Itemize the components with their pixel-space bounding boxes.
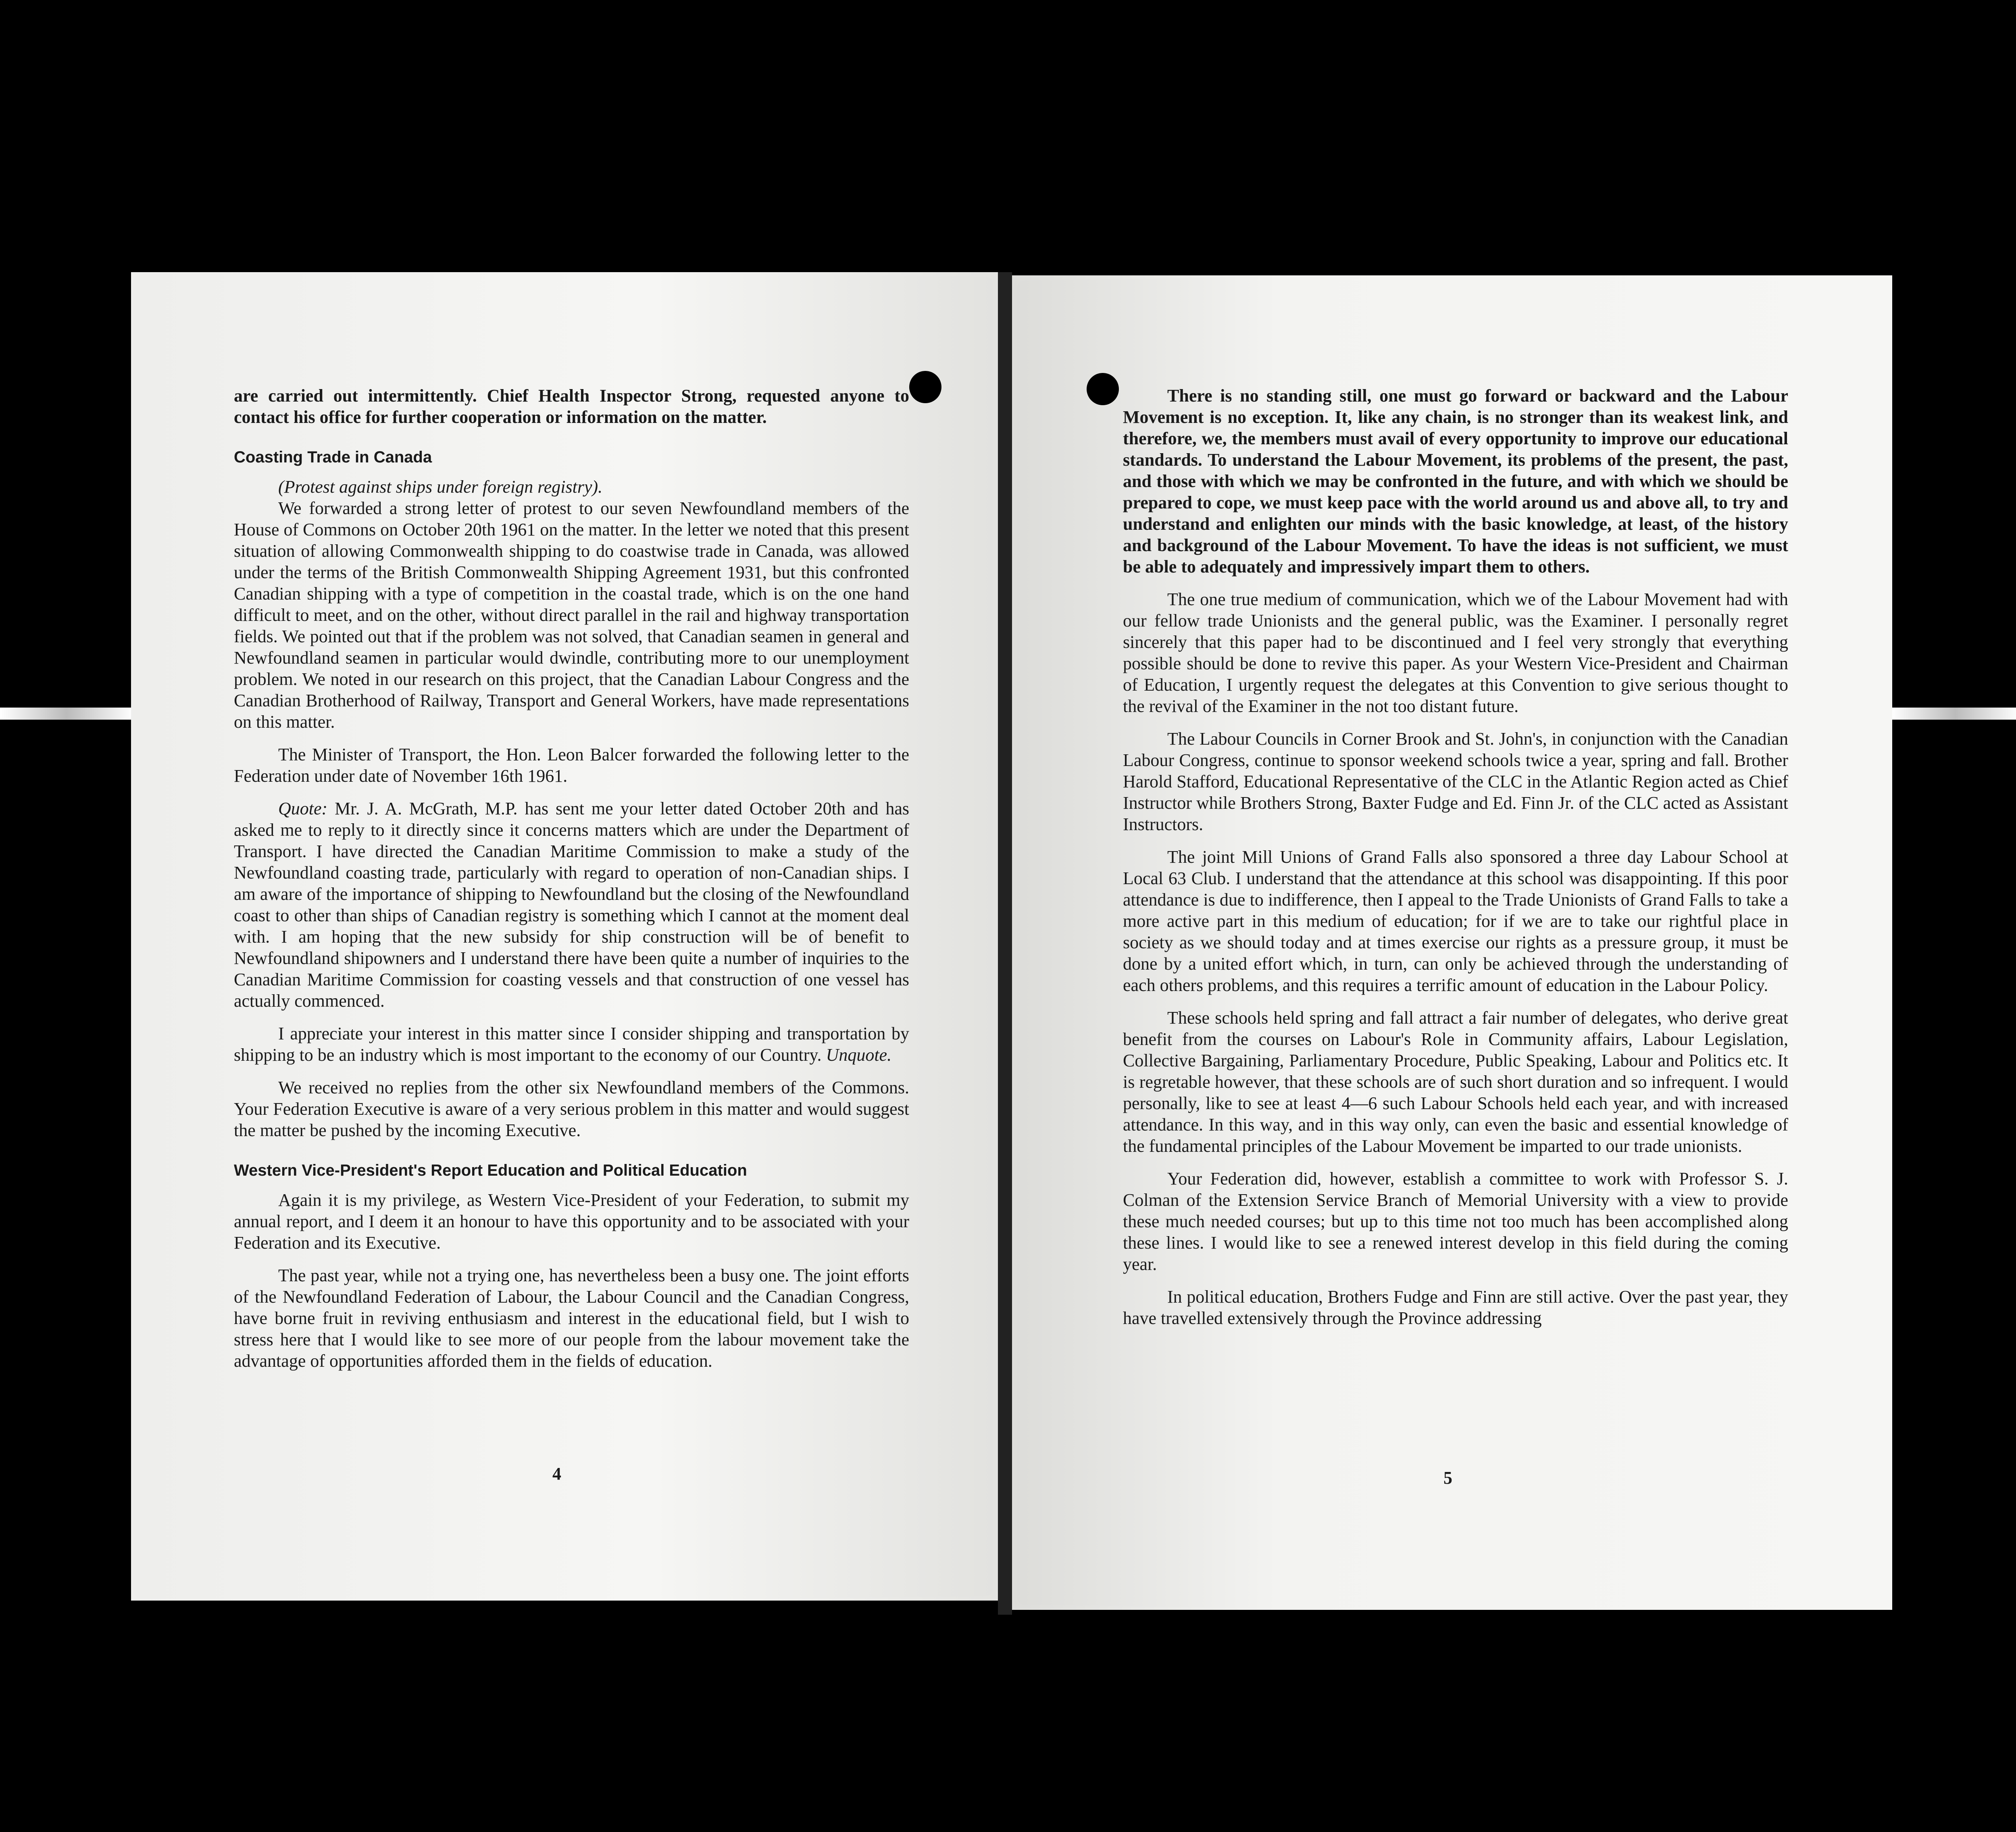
film-edge-leak-right (1891, 708, 2016, 720)
quote-lead: Quote: (278, 799, 328, 818)
punch-hole-right (1087, 373, 1119, 405)
section-heading-coasting-trade: Coasting Trade in Canada (234, 448, 432, 466)
unquote: Unquote. (821, 1045, 892, 1065)
right-page-text (1123, 385, 1788, 1340)
page-number-right: 5 (1443, 1468, 1452, 1488)
punch-hole-left (909, 371, 941, 403)
quote-paragraph (234, 798, 909, 1012)
paragraph: The past year, while not a trying one, has nevertheless been a busy one. The joint efforts of the Newfoundland Federation of Labour, the Labour Council and the Canadian Congress, have borne fruit in reviving enthusiasm and interest in the educational field, but I wish to stress here that I would like to see more of our people from the labour movement take the advantage of opportunities afforded them in the fields of education. (234, 1266, 909, 1371)
paragraph: The Labour Councils in Corner Brook and St. John's, in conjunction with the Canadian Labour Congress, continue to sponsor weekend schools twice a year, spring and fall. Brother Harold Stafford, Educational Representative of the CLC in the Atlantic Region acted as Chief Instructor while Brothers Strong, Baxter Fudge and Ed. Finn Jr. of the CLC acted as Assistant Instructors. (1123, 729, 1788, 834)
paragraph: The joint Mill Unions of Grand Falls also sponsored a three day Labour School at Local 63 Club. I understand that the attendance at this school was disappointing. If this poor attendance is due to indifference, then I appeal to the Trade Unionists of Grand Falls to take a more active part in this medium of education; for if we are to take our rightful place in society as we should today and at times exercise our rights as a pressure group, it must be done by a united effort which, in turn, can only be achieved through the understanding of each others problems, and this requires a terrific amount of education in the Labour Policy. (1123, 847, 1788, 995)
paragraph-text: I appreciate your interest in this matter since I consider shipping and transportation by shipping to be an industry which is most important to the economy of our Country. (234, 1024, 909, 1065)
section-subtitle: (Protest against ships under foreign registry). (278, 477, 603, 497)
paragraph: We forwarded a strong letter of protest to our seven Newfoundland members of the House of Commons on October 20th 1961 on the matter. In the letter we noted that this present situation of allowing Commonwealth shipping to do coastwise trade in Canada, was allowed under the terms of the British Commonwealth Shipping Agreement 1931, but this confronted Canadian shipping with a type of competition in the coastal trade, which is on the one hand difficult to meet, and on the other, without direct parallel in the rail and highway transportation fields. We pointed out that if the problem was not solved, that Canadian seamen in general and Newfoundland seamen in particular would dwindle, contributing more to our unemployment problem. We noted in our research on this project, that the Canadian Labour Congress and the Canadian Brotherhood of Railway, Transport and General Workers, have made representations on this matter. (234, 498, 909, 732)
paragraph: These schools held spring and fall attract a fair number of delegates, who derive great benefit from the courses on Labour's Role in Community affairs, Labour Legislation, Collective Bargaining, Parliamentary Procedure, Public Speaking, Labour and Politics etc. It is regretable however, that these schools are of such short duration and so infrequent. I would personally, like to see at least 4—6 such Labour Schools held each year, and with increased attendance. In this way, and in this way only, can even the basic and essential knowledge of the fundamental principles of the Labour Movement be imparted to our trade unionists. (1123, 1008, 1788, 1156)
intro-paragraph: are carried out intermittently. Chief Health Inspector Strong, requested anyone to contact his office for further cooperation or information on the matter. (234, 386, 909, 427)
paragraph: The Minister of Transport, the Hon. Leon Balcer forwarded the following letter to the Federation under date of November 16th 1961. (234, 745, 909, 786)
paragraph: Your Federation did, however, establish a committee to work with Professor S. J. Colman of the Extension Service Branch of Memorial University with a view to provide these much needed courses; but up to this time not too much has been accomplished along these lines. I would like to see a renewed interest develop in this field during the coming year. (1123, 1169, 1788, 1274)
film-edge-leak-left (0, 708, 133, 720)
page-gutter (998, 272, 1012, 1615)
paragraph: The one true medium of communication, which we of the Labour Movement had with our fellow trade Unionists and the general public, was the Examiner. I personally regret sincerely that this paper had to be discontinued and I feel very strongly that everything possible should be done to revive this paper. As your Western Vice-President and Chairman of Education, I urgently request the delegates at this Convention to give serious thought to the revival of the Examiner in the not too distant future. (1123, 589, 1788, 716)
quote-text: Mr. J. A. McGrath, M.P. has sent me your letter dated October 20th and has asked me to reply to it directly since it concerns matters which are under the Department of Transport. I have directed the Canadian Maritime Commission to make a study of the Newfoundland coasting trade, particularly with regard to operation of non-Canadian ships. I am aware of the importance of shipping to Newfoundland but the closing of the Newfoundland coast to other than ships of Canadian registry is something which I cannot at the moment deal with. I am hoping that the new subsidy for ship construction will be of benefit to Newfoundland shipowners and I understand there have been quite a number of inquiries to the Canadian Maritime Commission for coasting vessels and that construction of one vessel has actually commenced. (234, 799, 909, 1011)
section-heading-western-vp-report: Western Vice-President's Report Education and Political Education (234, 1162, 747, 1179)
paragraph: Again it is my privilege, as Western Vice-President of your Federation, to submit my annual report, and I deem it an honour to have this opportunity and to be associated with your Federation and its Executive. (234, 1190, 909, 1253)
paragraph: There is no standing still, one must go forward or backward and the Labour Movement is no exception. It, like any chain, is no stronger than its weakest link, and therefore, we, the members must avail of every opportunity to improve our educational standards. To understand the Labour Movement, its problems of the present, the past, and those with which we may be confronted in the future, and with which we should be prepared to cope, we must keep pace with the world around us and above all, to try and understand and enlighten our minds with the basic knowledge, at least, of the history and background of the Labour Movement. To have the ideas is not sufficient, we must be able to adequately and impressively impart them to others. (1123, 386, 1788, 577)
paragraph: We received no replies from the other six Newfoundland members of the Commons. Your Federation Executive is aware of a very serious problem in this matter and would suggest the matter be pushed by the incoming Executive. (234, 1078, 909, 1140)
page-number-left: 4 (552, 1464, 561, 1484)
left-page-text (234, 385, 909, 1383)
paragraph: In political education, Brothers Fudge and Finn are still active. Over the past year, they have travelled extensively through the Province addressing (1123, 1287, 1788, 1328)
paragraph (234, 1023, 909, 1066)
